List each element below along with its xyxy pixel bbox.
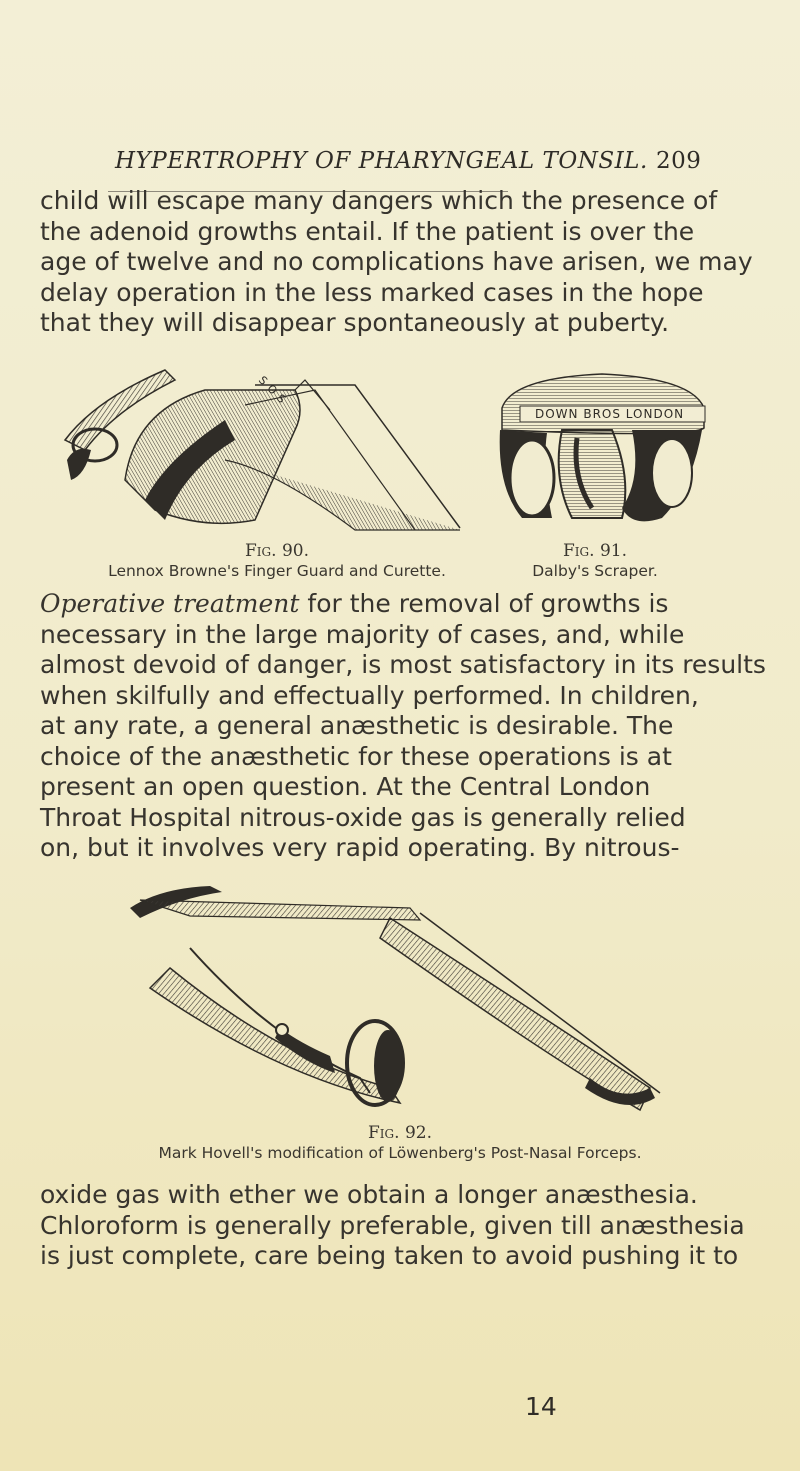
- paragraph-1: [40, 186, 752, 339]
- engraving-text: SOS: [255, 373, 292, 410]
- figure-90-caption: [92, 541, 462, 581]
- text-line: delay operation in the less marked cases in the hope: [40, 277, 704, 307]
- text-line: on, but it involves very rapid operating. By nitrous-: [40, 833, 680, 862]
- signature-mark: 14: [525, 1392, 557, 1421]
- text-line: that they will disappear spontaneously at puberty.: [40, 308, 670, 337]
- paragraph-3: [40, 1180, 752, 1272]
- figure-title: Dalby's Scraper.: [532, 562, 658, 580]
- figure-number: Fig. 92.: [368, 1123, 432, 1143]
- text-line: is just complete, care being taken to avoid pushing it to: [40, 1241, 739, 1270]
- figure-92-illustration: [130, 878, 670, 1116]
- figure-number: Fig. 91.: [563, 541, 627, 561]
- text-line: when skilfully and effectually performed. In children,: [40, 680, 699, 710]
- engraving-text: DOWN BROS LONDON: [535, 407, 685, 421]
- text-line: choice of the anæsthetic for these operations is at: [40, 741, 672, 771]
- figure-title: Lennox Browne's Finger Guard and Curette.: [108, 562, 446, 580]
- text-line: the adenoid growths entail. If the patient is over the: [40, 216, 695, 246]
- text-line: child will escape many dangers which the presence of: [40, 186, 718, 215]
- running-head-title: HYPERTROPHY OF PHARYNGEAL TONSIL.: [115, 148, 648, 174]
- paragraph-2: [40, 589, 766, 864]
- figure-number: Fig. 90.: [245, 541, 309, 561]
- running-head: [0, 148, 800, 188]
- page-number: 209: [656, 148, 702, 174]
- figure-91-caption: [470, 541, 720, 581]
- text-line: Throat Hospital nitrous-oxide gas is generally relied: [40, 802, 686, 832]
- text-line: age of twelve and no complications have arisen, we may: [40, 247, 753, 276]
- text-run: for the removal of growths is: [299, 589, 669, 618]
- text-line: at any rate, a general anæsthetic is desirable. The: [40, 711, 674, 740]
- text-line: almost devoid of danger, is most satisfactory in its results: [40, 650, 766, 679]
- text-line: present an open question. At the Central London: [40, 772, 651, 801]
- figure-91-illustration: [492, 368, 714, 528]
- text-line: [40, 589, 752, 620]
- figure-title: Mark Hovell's modification of Löwenberg's Post-Nasal Forceps.: [158, 1144, 642, 1162]
- text-line: necessary in the large majority of cases, and, while: [40, 619, 685, 649]
- text-line: Chloroform is generally preferable, given till anæsthesia: [40, 1210, 745, 1240]
- text-line: oxide gas with ether we obtain a longer anæsthesia.: [40, 1180, 698, 1209]
- figure-92-caption: [140, 1123, 660, 1163]
- emphasis-text: Operative treatment: [40, 589, 300, 618]
